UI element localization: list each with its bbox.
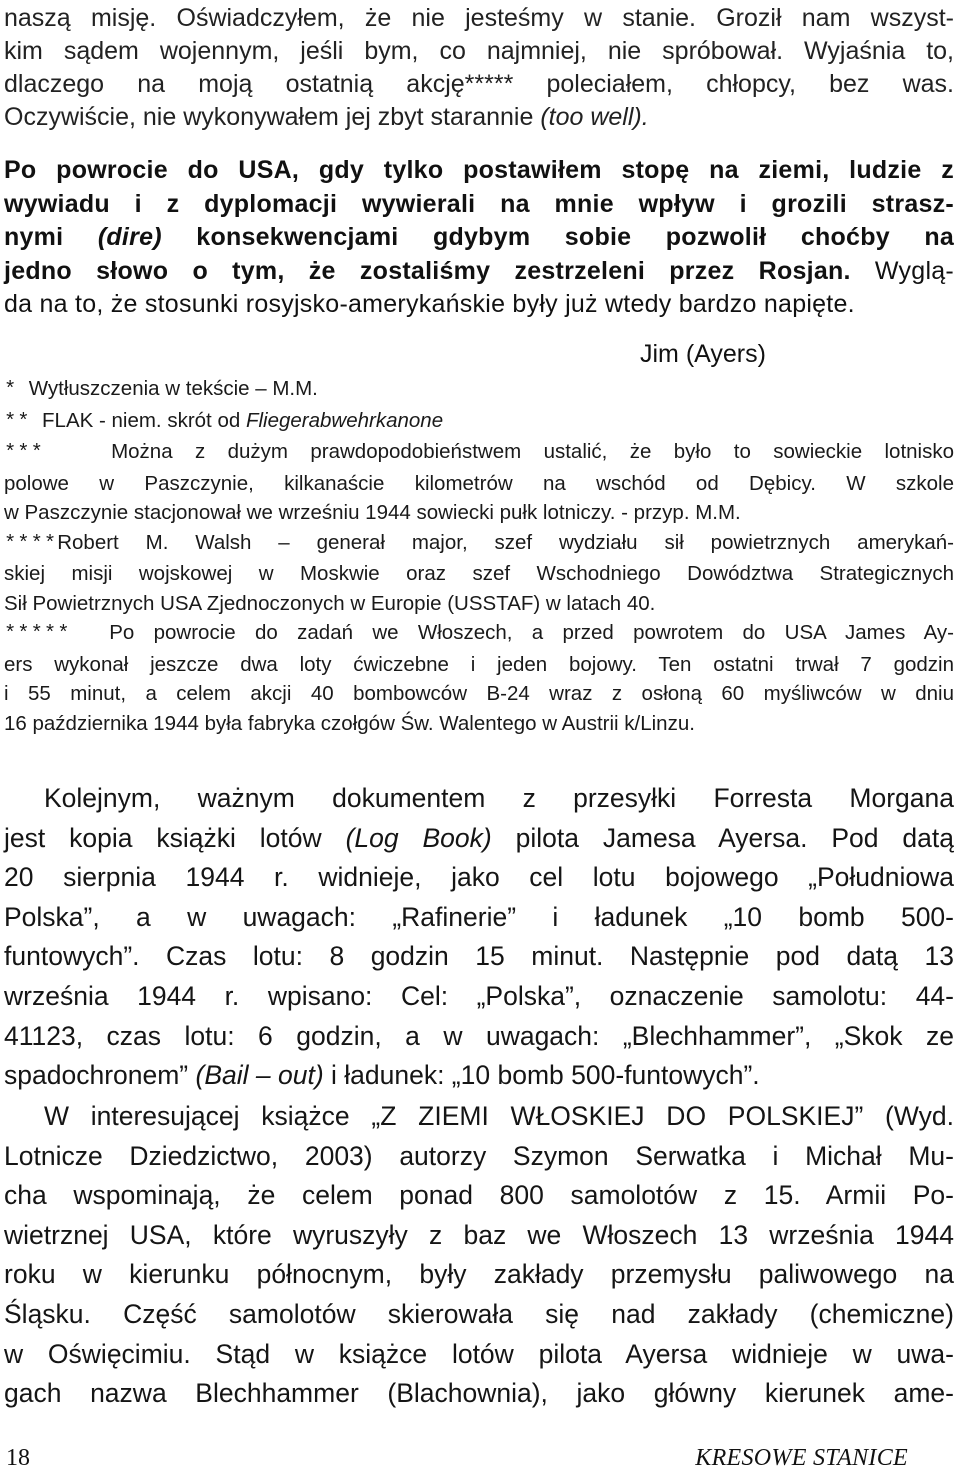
quote-line: dlaczego na moją ostatnią akcję***** poleciałem, chłopcy, bez was. [4,70,954,98]
footnote-text: Można z dużym prawdopodobieństwem ustalić, że było to sowieckie lotnisko [111,440,955,463]
paragraph-line: września 1944 r. wpisano: Cel: „Polska”, oznaczenie samolotu: 44- [4,980,954,1011]
footnote-line: polowe w Paszczynie, kilkanaście kilometrów na wschód od Dębicy. W szkole [4,471,954,495]
page-number: 18 [6,1445,30,1471]
paragraph-line: w Oświęcimiu. Stąd w książce lotów pilota Ayersa widnieje w uwa- [4,1338,954,1369]
paragraph-line [4,819,954,859]
paragraph-line [4,1056,954,1096]
footnote-5 [4,618,954,650]
footnote-1 [4,374,954,406]
footnote-text: Robert M. Walsh – generał major, szef wydziału sił powietrznych amerykań- [57,530,954,554]
footnote-mark: * [4,379,18,402]
bold-quote-text: nymi [4,223,98,251]
bold-quote [4,154,954,322]
paragraph-line: Polska”, a w uwagach: „Rafinerie” i ładunek „10 bomb 500- [4,901,954,932]
paragraph-italic: (Bail – out) [195,1060,324,1091]
bold-quote-line: wywiadu i z dyplomacji wywierali na mnie wpływ i grozili strasz- [4,189,954,218]
paragraph-line: W interesującej książce „Z ZIEMI WŁOSKIEJ DO POLSKIEJ” (Wyd. [44,1101,954,1131]
signature: Jim (Ayers) [640,340,766,368]
footnote-line: skiej misji wojskowej w Moskwie oraz szef Wschodniego Dowództwa Strategicznych [4,562,954,585]
footnote-mark: ***** [4,623,71,646]
footnote-mark: ** [4,410,31,434]
paragraph-log-book [4,779,954,1096]
paragraph-line: roku w kierunku północnym, były zakłady przemysłu paliwowego na [4,1259,954,1290]
paragraph-line: Śląsku. Część samolotów skierowała się nad zakłady (chemiczne) [4,1298,954,1329]
quote-line-text: Oczywiście, nie wykonywałem jej zbyt starannie [4,103,541,131]
paragraph-text: spadochronem” [4,1060,196,1091]
bold-quote-italic: (dire) [97,223,162,251]
paragraph-line: Kolejnym, ważnym dokumentem z przesyłki Forresta Morgana [44,783,954,813]
paragraph-line: Lotnicze Dziedzictwo, 2003) autorzy Szymon Serwatka i Michał Mu- [4,1140,954,1171]
bold-quote-line: Po powrocie do USA, gdy tylko postawiłem stopę na ziemi, ludzie z [4,156,954,184]
bold-quote-line [4,255,954,289]
footnote-line: Sił Powietrznych USA Zjednoczonych w Europie (USSTAF) w latach 40. [4,591,656,615]
plain-line: da na to, że stosunki rosyjsko-amerykańskie były już wtedy bardzo napięte. [4,290,855,318]
quote-line: kim sądem wojennym, jeśli bym, co najmniej, nie spróbował. Wyjaśnia to, [4,37,954,65]
letter-quote [4,2,954,134]
paragraph-line: 41123, czas lotu: 6 godzin, a w uwagach: „Blechhammer”, „Skok ze [4,1020,954,1051]
paragraph-line: wietrznej USA, które wyruszyły z baz we Włoszech 13 września 1944 [4,1219,954,1250]
paragraph-book [4,1097,954,1414]
quote-line [4,101,954,134]
paragraph-text: jest kopia książki lotów [4,822,346,853]
footnotes [4,374,954,738]
quote-line: naszą misję. Oświadczyłem, że nie jesteśmy w stanie. Groził nam wszyst- [4,4,954,32]
footnote-line: i 55 minut, a celem akcji 40 bombowców B-24 wraz z osłoną 60 myśliwców w dniu [4,682,954,705]
bold-quote-text: konsekwencjami gdybym sobie pozwolił choćby na [161,223,955,251]
footnote-text: FLAK - niem. skrót od [42,408,246,432]
bold-quote-text: jedno słowo o tym, że zostaliśmy zestrzeleni przez Rosjan. [4,256,851,285]
paragraph-line: gach nazwa Blechhammer (Blachownia), jako główny kierunek ame- [4,1378,954,1409]
footnote-mark: *** [4,442,44,465]
quote-italic-end: (too well). [540,103,649,131]
publication-title: KRESOWE STANICE [695,1445,908,1471]
paragraph-line: funtowych”. Czas lotu: 8 godzin 15 minut. Następnie pod datą 13 [4,941,954,972]
footnote-line: w Paszczynie stacjonował we wrześniu 1944 sowiecki pułk lotniczy. - przyp. M.M. [4,501,741,524]
paragraph-text: pilota Jamesa Ayersa. Pod datą [491,822,954,853]
paragraph-text: i ładunek: „10 bomb 500-funtowych”. [323,1060,760,1091]
footnote-3 [4,437,954,469]
footnote-line: ers wykonał jeszcze dwa loty ćwiczebne i jeden bojowy. Ten ostatni trwał 7 godzin [4,652,954,676]
bold-quote-line [4,221,954,255]
footnote-4 [4,528,954,560]
paragraph-line: 20 sierpnia 1944 r. widnieje, jako cel lotu bojowego „Południowa [4,862,954,893]
footnote-text: Po powrocie do zadań we Włoszech, a przed powrotem do USA James Ay- [109,621,954,644]
paragraph-line: cha wspominają, że celem ponad 800 samolotów z 15. Armii Po- [4,1180,954,1211]
paragraph-italic: (Log Book) [345,822,492,853]
footnote-italic: Fliegerabwehrkanone [245,408,444,432]
plain-text: Wyglą- [850,256,954,285]
footnote-mark: **** [4,532,58,556]
footnote-line: 16 października 1944 była fabryka czołgów Św. Walentego w Austrii k/Linzu. [4,711,695,735]
footnote-2 [4,406,954,438]
footnote-text: Wytłuszczenia w tekście – M.M. [28,377,318,400]
